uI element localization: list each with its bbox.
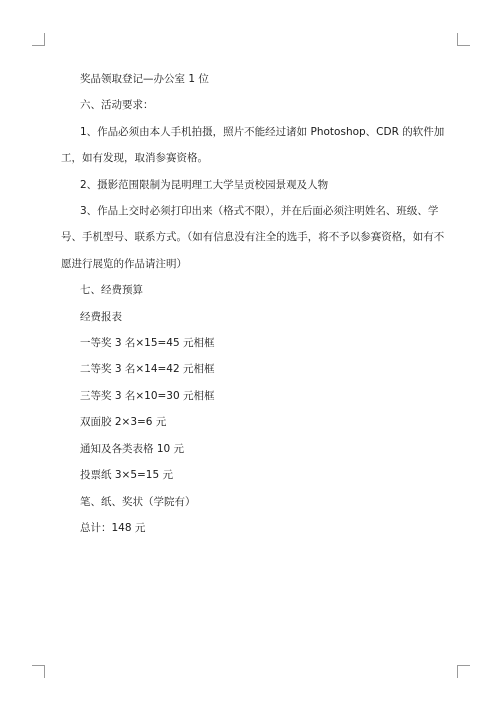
prize-collection-line: 奖品领取登记—办公室 1 位 xyxy=(80,73,209,85)
budget-item-second-prize: 二等奖 3 名×14=42 元相框 xyxy=(80,363,215,376)
budget-item-third-prize: 三等奖 3 名×10=30 元相框 xyxy=(80,389,215,402)
crop-mark-bottom-right xyxy=(457,665,470,678)
requirement-1-line-2: 工，如有发现，取消参赛资格。 xyxy=(61,152,208,165)
budget-table-title: 经费报表 xyxy=(80,310,122,323)
document-body xyxy=(61,66,445,541)
budget-total: 总计：148 元 xyxy=(80,521,146,534)
section-six-heading: 六、活动要求： xyxy=(80,99,154,112)
budget-item-tape: 双面胶 2×3=6 元 xyxy=(80,416,167,429)
budget-item-stationery: 笔、纸、奖状（学院有） xyxy=(80,495,196,508)
requirement-3-line-2: 号、手机型号、联系方式。（如有信息没有注全的选手，将不予以参赛资格，如有不 xyxy=(61,231,445,244)
crop-mark-top-left xyxy=(32,33,45,46)
budget-item-first-prize: 一等奖 3 名×15=45 元相框 xyxy=(80,337,215,350)
budget-item-ballots: 投票纸 3×5=15 元 xyxy=(80,469,173,482)
budget-item-notices: 通知及各类表格 10 元 xyxy=(80,442,185,455)
requirement-3-line-3: 愿进行展览的作品请注明） xyxy=(61,257,187,270)
requirement-1-line-1: 1、作品必须由本人手机拍摄，照片不能经过诸如 Photoshop、CDR 的软件加 xyxy=(80,125,445,138)
requirement-2: 2、摄影范围限制为昆明理工大学呈贡校园景观及人物 xyxy=(80,178,329,191)
requirement-3-line-1: 3、作品上交时必须打印出来（格式不限），并在后面必须注明姓名、班级、学 xyxy=(80,205,439,218)
crop-mark-bottom-left xyxy=(32,665,45,678)
section-seven-heading: 七、经费预算 xyxy=(80,284,143,297)
crop-mark-top-right xyxy=(457,33,470,46)
